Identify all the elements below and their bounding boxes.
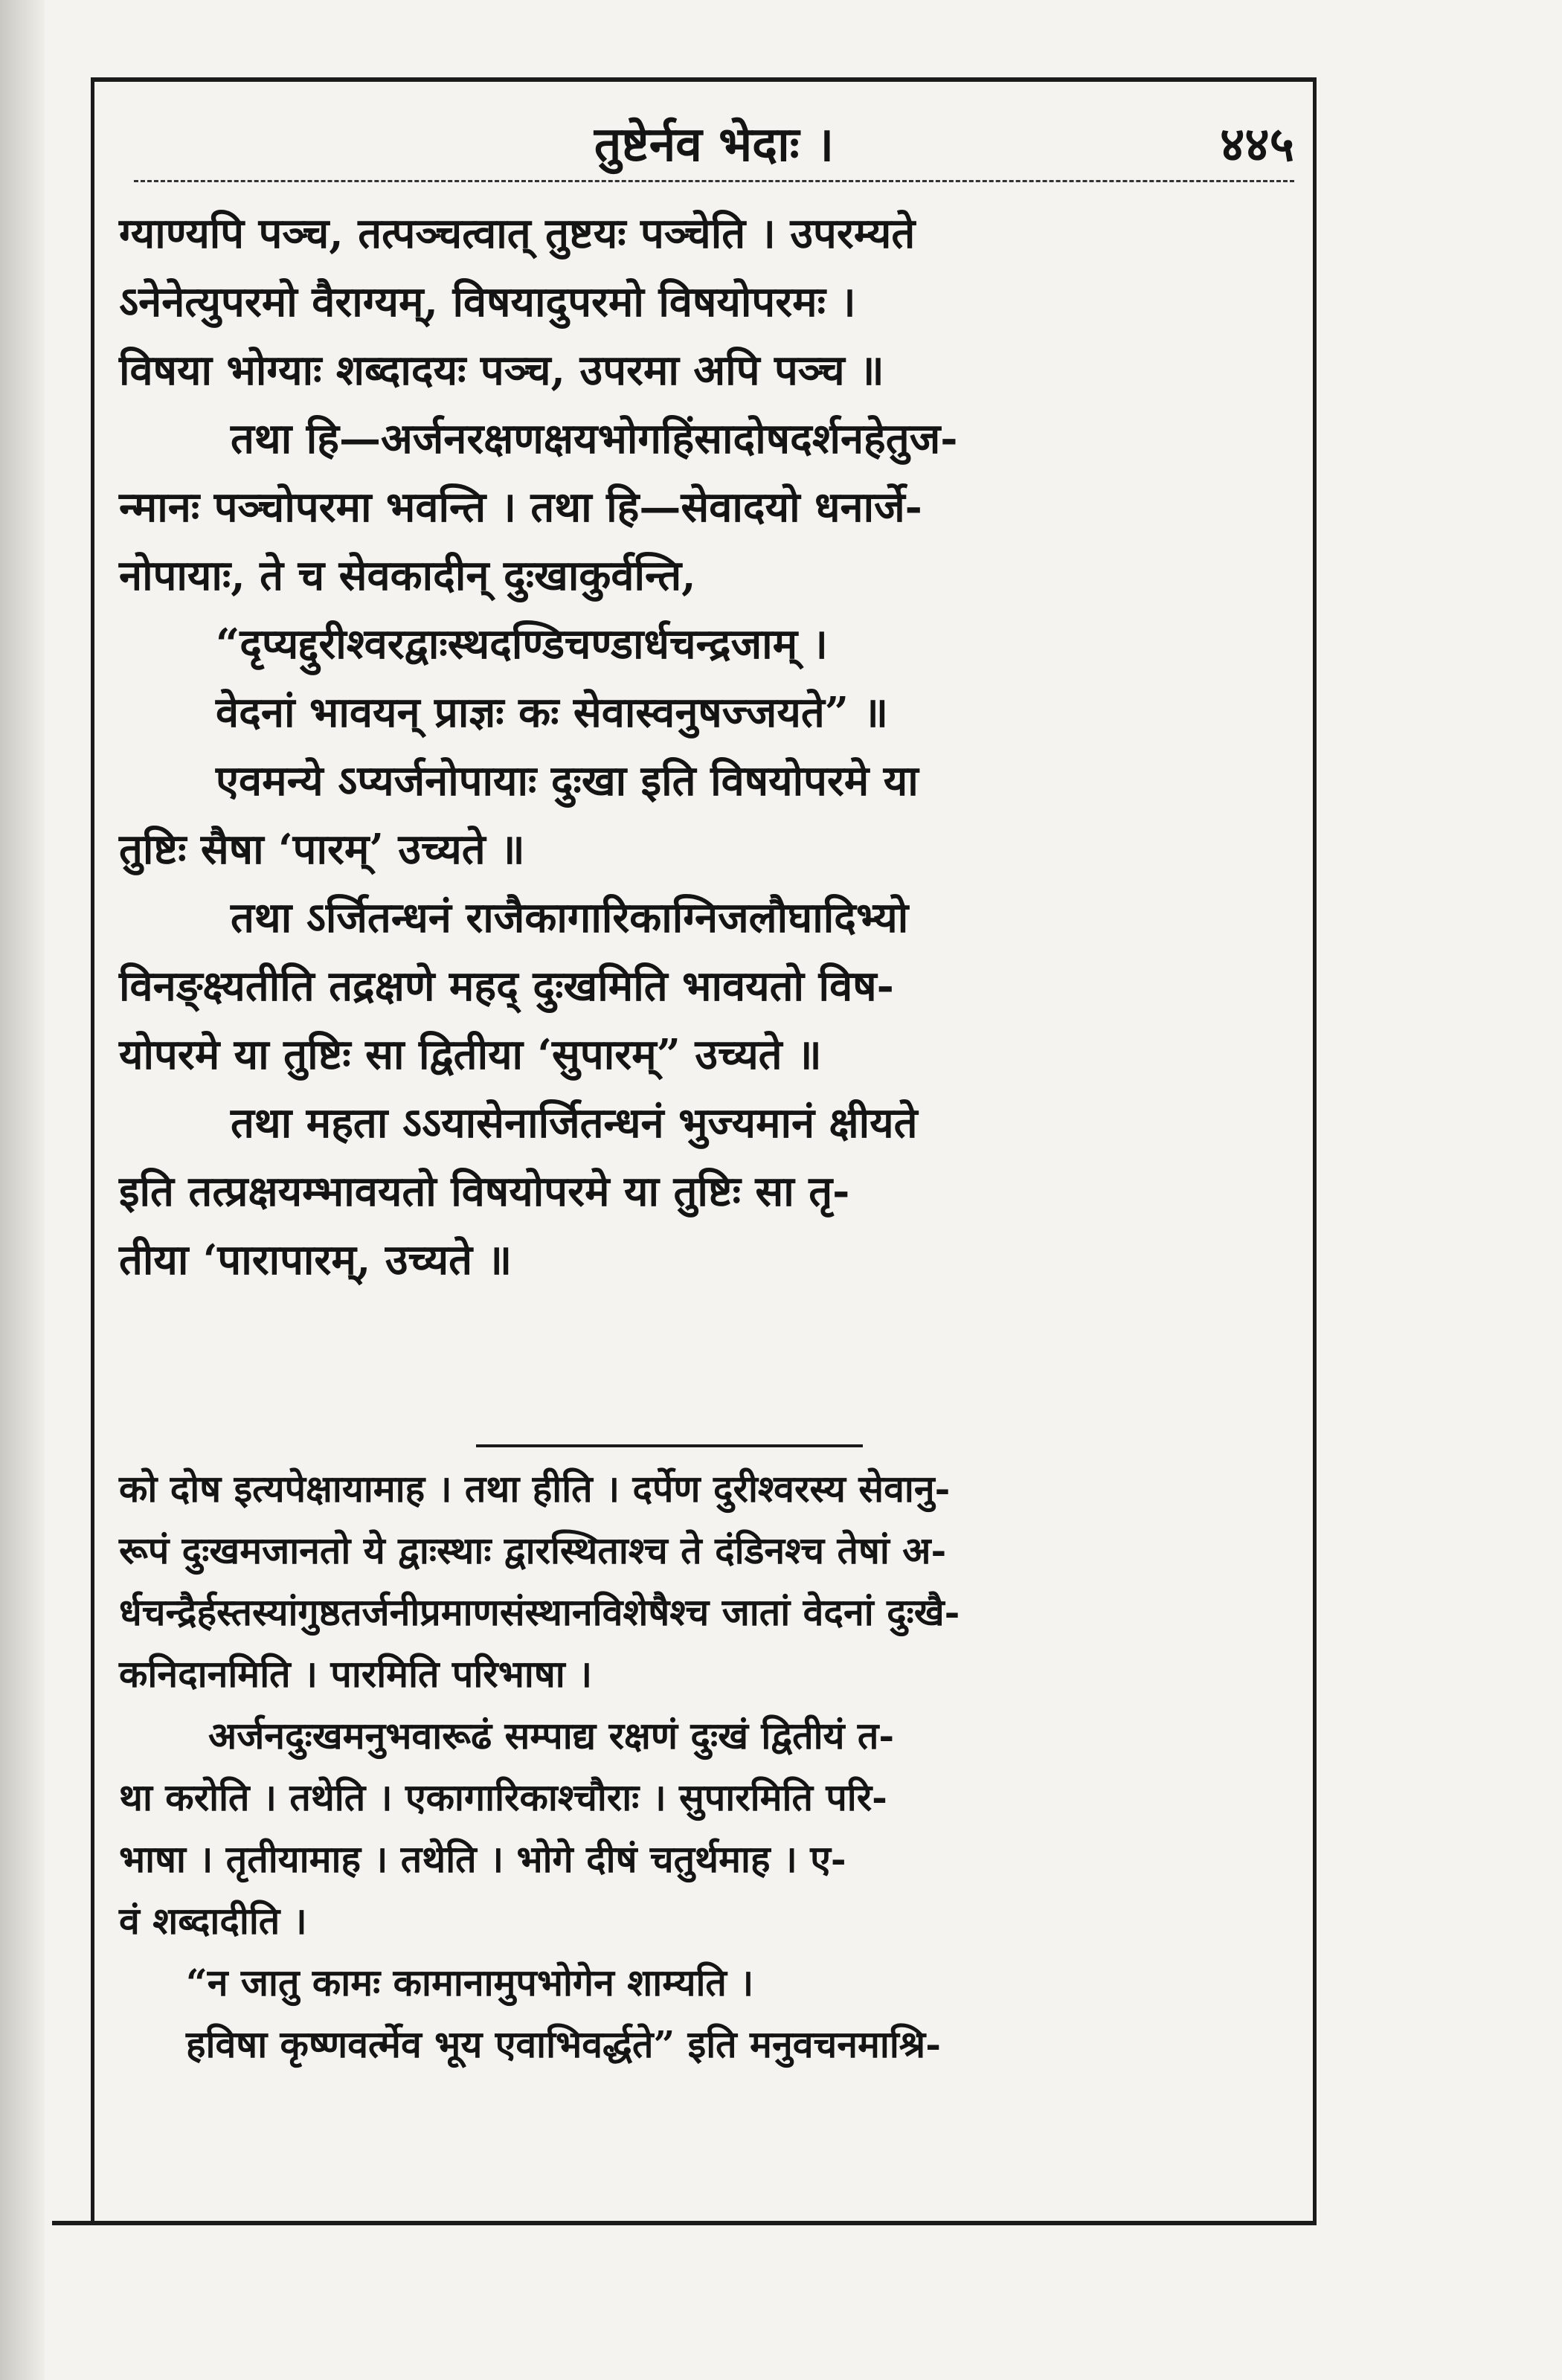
section-divider bbox=[476, 1444, 863, 1447]
verse-line: “दृप्यद्दुरीश्वरद्वाःस्थदण्डिचण्डार्धचन्द्रजाम् । bbox=[216, 620, 828, 669]
commentary-line: र्धचन्द्रैर्हस्तस्यांगुष्ठतर्जनीप्रमाणसंस्थानविशेषैश्च जातां वेदनां दुःखै- bbox=[119, 1590, 960, 1634]
page-number: ४४५ bbox=[1220, 117, 1294, 173]
commentary-line: को दोष इत्यपेक्षायामाह । तथा हीति । दर्पेण दुरीश्वरस्य सेवानु- bbox=[119, 1467, 951, 1511]
main-line: तथा महता ऽऽयासेनार्जितन्धनं भुज्यमानं क्षीयते bbox=[231, 1099, 918, 1148]
verse-line: “न जातु कामः कामानामुपभोगेन शाम्यति । bbox=[186, 1961, 754, 2004]
commentary-line: वं शब्दादीति । bbox=[119, 1899, 307, 1943]
main-line: तथा ऽर्जितन्धनं राजैकागारिकाग्निजलौघादिभ्यो bbox=[231, 893, 909, 942]
main-line: न्मानः पञ्चोपरमा भवन्ति । तथा हि—सेवादयो धनार्जे- bbox=[119, 483, 922, 532]
commentary-line: अर्जनदुःखमनुभवारूढं सम्पाद्य रक्षणं दुःखं द्वितीयं त- bbox=[208, 1714, 895, 1757]
main-line: तुष्टिः सैषा ‘पारम्’ उच्यते ॥ bbox=[119, 825, 525, 874]
commentary-line: हविषा कृष्णवर्त्मेव भूय एवाभिवर्द्धते” इति मनुवचनमाश्रि- bbox=[186, 2022, 941, 2066]
header-rule bbox=[134, 180, 1294, 182]
main-line: नोपायाः, ते च सेवकादीन् दुःखाकुर्वन्ति, bbox=[119, 551, 696, 600]
main-text bbox=[119, 199, 1309, 1294]
commentary-line: रूपं दुःखमजानतो ये द्वाःस्थाः द्वारस्थिताश्च ते दंडिनश्च तेषां अ- bbox=[119, 1528, 947, 1572]
verse-line: वेदनां भावयन् प्राज्ञः कः सेवास्वनुषज्जयते” ॥ bbox=[216, 688, 889, 737]
main-line: इति तत्प्रक्षयम्भावयतो विषयोपरमे या तुष्टिः सा तृ- bbox=[119, 1167, 850, 1216]
commentary-line: कनिदानमिति । पारमिति परिभाषा । bbox=[119, 1652, 593, 1696]
main-line: ऽनेनेत्युपरमो वैराग्यम्, विषयादुपरमो विषयोपरमः । bbox=[119, 277, 856, 327]
main-line: ग्याण्यपि पञ्च, तत्पञ्चत्वात् तुष्टयः पञ्चेति । उपरम्यते bbox=[119, 209, 916, 258]
main-line: विनङ्क्ष्यतीति तद्रक्षणे महद् दुःखमिति भावयतो विष- bbox=[119, 962, 894, 1011]
main-line: एवमन्ये ऽप्यर्जनोपायाः दुःखा इति विषयोपरमे या bbox=[216, 756, 919, 805]
running-title: तुष्टेर्नव भेदाः । bbox=[594, 117, 835, 173]
main-line: तीया ‘पारापारम्, उच्यते ॥ bbox=[119, 1235, 512, 1284]
frame-bottom-rule bbox=[52, 2221, 1317, 2225]
page-header bbox=[134, 110, 1294, 177]
commentary-line: भाषा । तृतीयामाह । तथेति । भोगे दीषं चतुर्थमाह । ए- bbox=[119, 1837, 846, 1881]
commentary-line: था करोति । तथेति । एकागारिकाश्चौराः । सुपारमिति परि- bbox=[119, 1775, 887, 1819]
commentary-text bbox=[119, 1458, 1309, 2075]
main-line: विषया भोग्याः शब्दादयः पञ्च, उपरमा अपि पञ्च ॥ bbox=[119, 346, 884, 395]
main-line: योपरमे या तुष्टिः सा द्वितीया ‘सुपारम्” उच्यते ॥ bbox=[119, 1030, 822, 1079]
scan-edge-shadow bbox=[0, 0, 45, 2380]
main-line: तथा हि—अर्जनरक्षणक्षयभोगहिंसादोषदर्शनहेतुज- bbox=[231, 414, 958, 463]
